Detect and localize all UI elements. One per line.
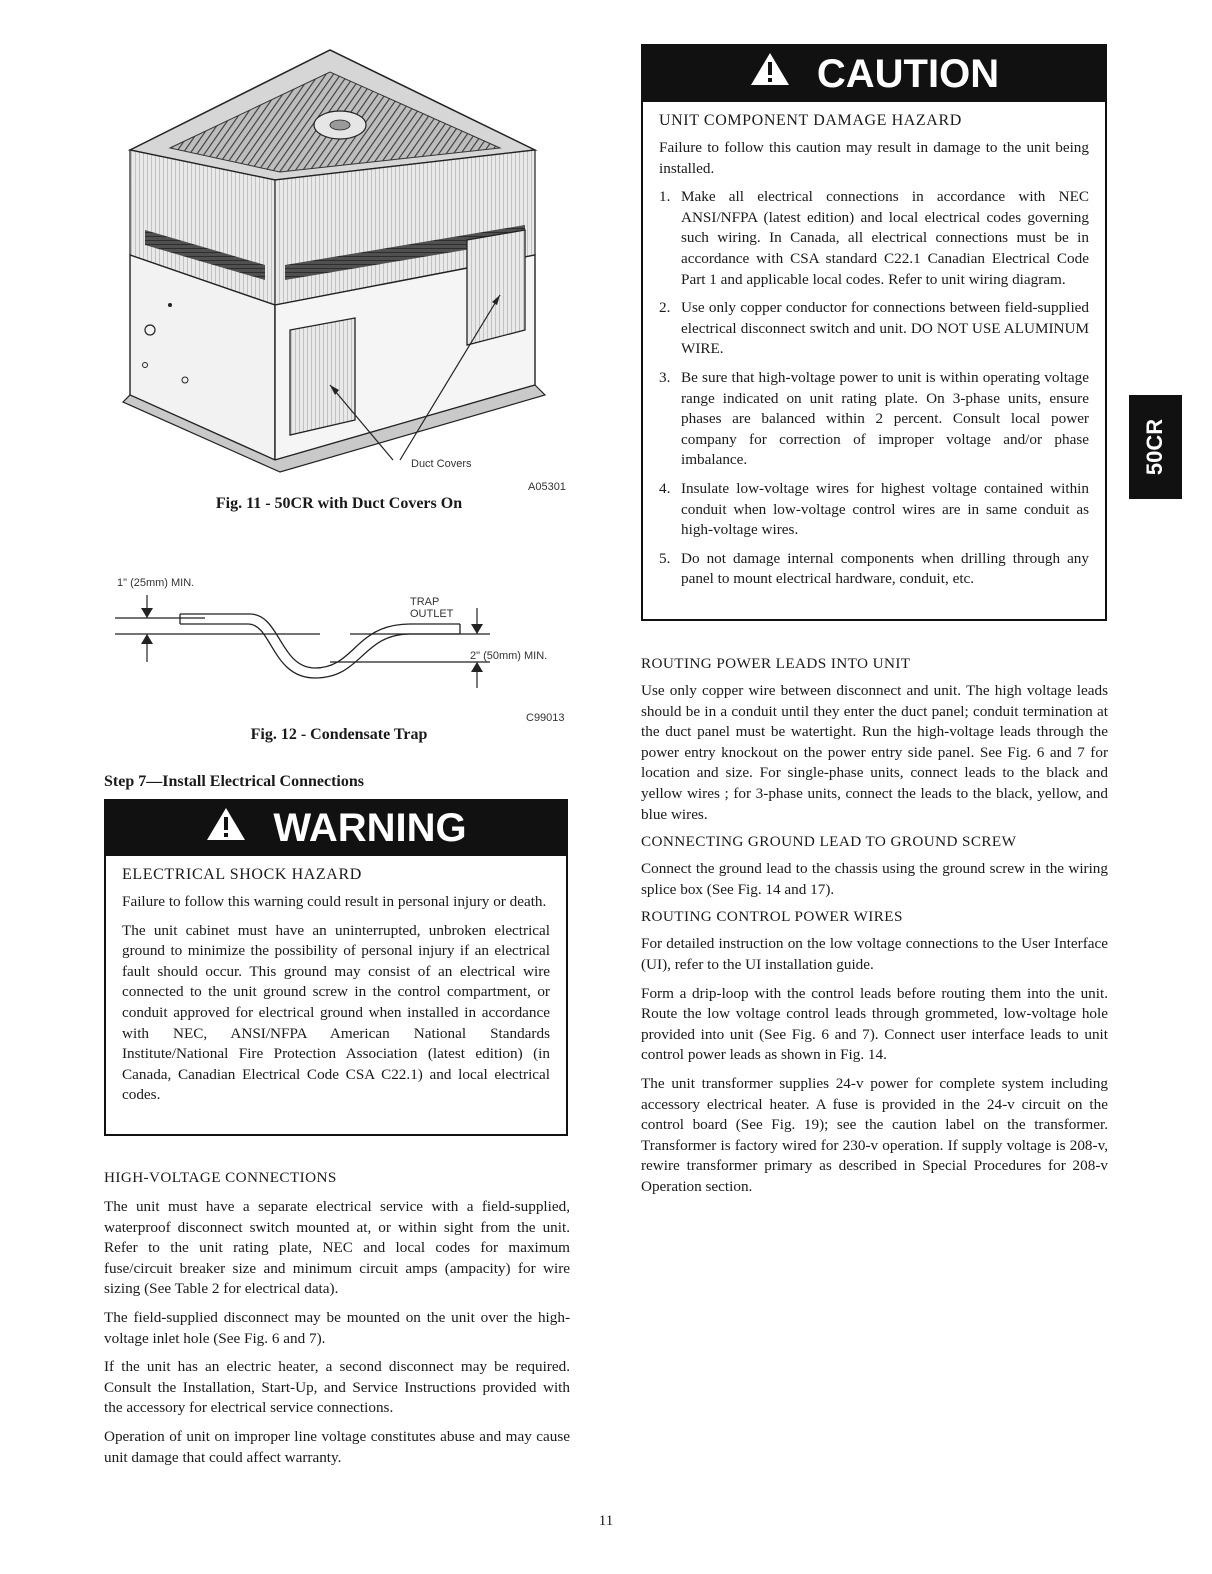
high-voltage-section xyxy=(104,1169,570,1468)
warning-title: ELECTRICAL SHOCK HAZARD xyxy=(122,866,362,883)
caution-item: 2. Use only copper conductor for connections between field-supplied electrical disconnect switch and unit. DO NOT USE ALUMINUM WIRE. xyxy=(659,299,1089,358)
caution-triangle-icon xyxy=(749,51,791,97)
figure12-caption: Fig. 12 - Condensate Trap xyxy=(250,726,428,743)
routing-power-heading: ROUTING POWER LEADS INTO UNIT xyxy=(641,655,911,672)
control-p2: Form a drip-loop with the control leads before routing them into the unit. Route the low voltage control leads through grommeted, low-voltage hole provided into unit (See Fig. 6 and 7). Connect user interface leads to unit control power leads as shown in Fig. 14. xyxy=(641,984,1108,1064)
control-heading: ROUTING CONTROL POWER WIRES xyxy=(641,908,903,926)
warning-para1: Failure to follow this warning could result in personal injury or death. xyxy=(122,893,547,910)
warning-banner-text: WARNING xyxy=(273,806,467,850)
step7-heading: Step 7—Install Electrical Connections xyxy=(104,773,364,790)
caution-banner xyxy=(643,46,1105,102)
warning-banner xyxy=(106,801,566,856)
high-voltage-p2: The field-supplied disconnect may be mounted on the unit over the high-voltage inlet hole (See Fig. 6 and 7). xyxy=(104,1308,570,1347)
trap-label: TRAP xyxy=(410,596,440,608)
side-tab-label: 50CR xyxy=(1142,418,1168,476)
high-voltage-p1: The unit must have a separate electrical service with a field-supplied, waterproof disconnect switch mounted at, or within sight from the unit. Refer to the unit rating plate, NEC and local codes for maximum fuse/circuit breaker size and minimum circuit amps (ampacity) for wire sizing (See Table 2 for electrical data). xyxy=(104,1198,570,1298)
control-p3: The unit transformer supplies 24-v power for complete system including accessory electrical heater. A fuse is provided in the 24-v circuit on the control board (See Fig. 19); see the caution label on the transformer. Transformer is factory wired for 230-v operation. If supply voltage is 208-v, rewire transformer primary as described in Special Procedures for 208-v Operation section. xyxy=(641,1074,1108,1195)
caution-title: UNIT COMPONENT DAMAGE HAZARD xyxy=(659,112,962,129)
caution-list xyxy=(659,187,1089,590)
ground-heading: CONNECTING GROUND LEAD TO GROUND SCREW xyxy=(641,833,1017,851)
warning-box xyxy=(104,799,568,1136)
warning-para2: The unit cabinet must have an uninterrupted, unbroken electrical ground to minimize the possibility of personal injury if an electrical fault should occur. This ground may consist of an electrical wire connected to the unit ground screw in the control compartment, or conduit approved for electrical ground when installed in accordance with NEC, ANSI/NFPA American National Standards Institute/National Fire Protection Association (latest edition) (in Canada, Canadian Electrical Code CSA C22.1) and local electrical codes. xyxy=(122,921,550,1104)
condensate-trap-drawing xyxy=(110,590,510,690)
caution-box xyxy=(641,44,1107,621)
caution-intro: Failure to follow this caution may result in damage to the unit being installed. xyxy=(659,139,1089,177)
side-tab xyxy=(1129,395,1182,499)
caution-banner-text: CAUTION xyxy=(816,51,1000,96)
trap-min2-label: 2" (50mm) MIN. xyxy=(470,650,548,662)
figure12-code: C99013 xyxy=(526,712,565,724)
control-p1: For detailed instruction on the low voltage connections to the User Interface (UI), refer to the UI installation guide. xyxy=(641,935,1108,973)
figure11-caption: Fig. 11 - 50CR with Duct Covers On xyxy=(215,495,463,512)
ground-p1: Connect the ground lead to the chassis using the ground screw in the wiring splice box (See Fig. 14 and 17). xyxy=(641,860,1108,898)
caution-item: 5. Do not damage internal components when drilling through any panel to mount electrical hardware, conduit, etc. xyxy=(659,549,1089,588)
caution-item: 3. Be sure that high-voltage power to unit is within operating voltage range indicated on unit rating plate. On 3-phase units, ensure phases are balanced within 2 percent. Consult local power company for correction of improper voltage and/or phase imbalance. xyxy=(659,368,1089,469)
high-voltage-heading: HIGH-VOLTAGE CONNECTIONS xyxy=(104,1169,337,1186)
page-number: 11 xyxy=(598,1513,614,1529)
caution-item: 1. Make all electrical connections in accordance with NEC ANSI/NFPA (latest edition) and local electrical codes governing such wiring. In Canada, all electrical connections must be in accordance with CSA standard C22.1 Canadian Electrical Code Part 1 and applicable local codes. Refer to unit wiring diagram. xyxy=(659,188,1089,288)
high-voltage-p4: Operation of unit on improper line voltage constitutes abuse and may cause unit damage that could affect warranty. xyxy=(104,1427,570,1466)
figure11-code: A05301 xyxy=(528,481,566,493)
high-voltage-p3: If the unit has an electric heater, a second disconnect may be required. Consult the Installation, Start-Up, and Service Instructions provided with the accessory for electrical service connections. xyxy=(104,1358,570,1417)
routing-power-p1: Use only copper wire between disconnect and unit. The high voltage leads should be in a conduit until they enter the duct panel; conduit termination at the duct panel must be watertight. Run the high-voltage leads through the power entry knockout on the power entry side panel. See Fig. 6 and 7 for location and size. For single-phase units, connect leads to the black and yellow wires ; for 3-phase units, connect the leads to the black, yellow, and blue wires. xyxy=(641,682,1108,823)
warning-triangle-icon xyxy=(205,806,247,852)
caution-item: 4. Insulate low-voltage wires for highest voltage contained within conduit when low-voltage control wires are in same conduit as high-voltage wires. xyxy=(659,479,1089,539)
routing-power-section xyxy=(641,655,1108,1197)
duct-covers-label: Duct Covers xyxy=(411,458,472,470)
trap-min1-label: 1" (25mm) MIN. xyxy=(117,577,195,589)
outlet-label: OUTLET xyxy=(410,608,454,620)
unit-drawing xyxy=(115,40,585,480)
